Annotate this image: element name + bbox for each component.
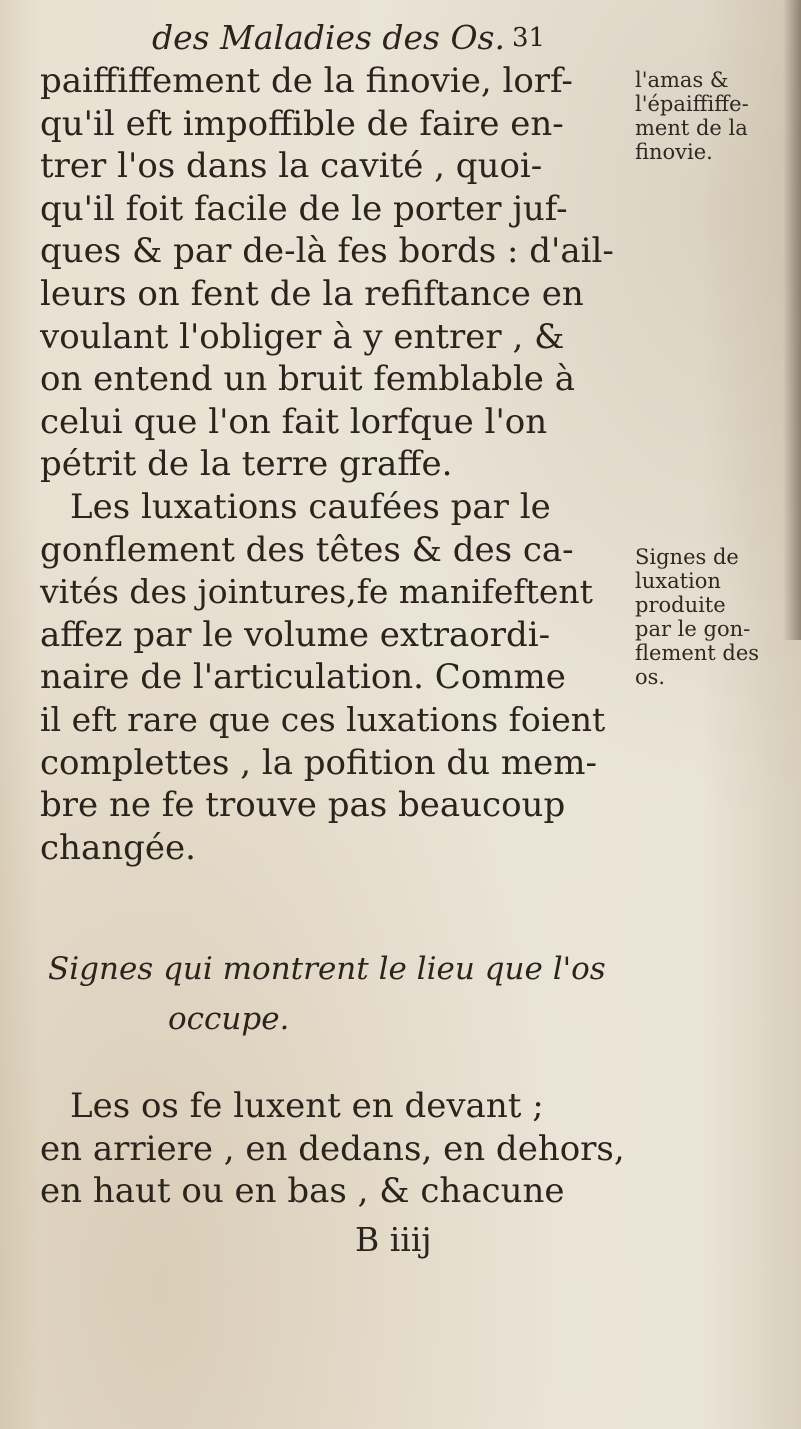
text-line: Les luxations caufées par le bbox=[70, 486, 551, 527]
marginal-note-line: l'amas & bbox=[635, 68, 729, 92]
marginal-note bbox=[635, 545, 785, 689]
text-line: paiffiffement de la finovie, lorf- bbox=[40, 61, 573, 101]
text-line: il eft rare que ces luxations foient bbox=[40, 699, 606, 739]
marginal-note-line: Signes de bbox=[635, 545, 739, 569]
text-line: bre ne fe trouve pas beaucoup bbox=[40, 785, 566, 826]
text-line: gonflement des têtes & des ca- bbox=[40, 529, 574, 570]
marginal-note-line: ment de la bbox=[635, 116, 748, 140]
text-line: naire de l'articulation. Comme bbox=[40, 657, 566, 698]
section-heading-line: Signes qui montrent le lieu que l'os bbox=[48, 951, 606, 987]
text-line: qu'il eft impoffible de faire en- bbox=[40, 103, 564, 144]
text-line: qu'il foit facile de le porter juf- bbox=[40, 188, 568, 229]
marginal-note-line: finovie. bbox=[635, 140, 713, 164]
text-line: complettes , la pofition du mem- bbox=[40, 742, 597, 783]
marginal-note-line: os. bbox=[635, 665, 666, 689]
signature-mark: B iiij bbox=[355, 1220, 432, 1259]
marginal-note-line: produite bbox=[635, 593, 726, 617]
page-edge-shadow bbox=[783, 0, 801, 640]
text-line: on entend un bruit femblable à bbox=[40, 359, 576, 400]
running-head bbox=[152, 14, 552, 62]
main-text-block bbox=[40, 60, 620, 869]
marginal-note-line: l'épaiffiffe- bbox=[635, 92, 749, 116]
main-text-block-continued bbox=[40, 1085, 625, 1213]
text-line: Les os fe luxent en devant ; bbox=[70, 1086, 544, 1126]
text-line: en arriere , en dedans, en dehors, bbox=[40, 1128, 625, 1169]
text-line: affez par le volume extraordi- bbox=[40, 614, 551, 655]
text-line: ques & par de-là fes bords : d'ail- bbox=[40, 231, 614, 272]
text-line: changée. bbox=[40, 827, 196, 868]
text-line: trer l'os dans la cavité , quoi- bbox=[40, 146, 543, 187]
page-number: 31 bbox=[512, 23, 546, 53]
text-line: en haut ou en bas , & chacune bbox=[40, 1171, 565, 1212]
running-head-title: des Maladies des Os. bbox=[152, 18, 505, 57]
section-heading bbox=[48, 944, 648, 1044]
section-heading-line: occupe. bbox=[168, 1001, 290, 1037]
marginal-note-line: par le gon- bbox=[635, 617, 751, 641]
marginal-note-line: flement des bbox=[635, 641, 760, 665]
marginal-note-line: luxation bbox=[635, 569, 721, 593]
text-line: leurs on fent de la refiftance en bbox=[40, 273, 584, 314]
marginal-note bbox=[635, 68, 785, 164]
text-line: celui que l'on fait lorfque l'on bbox=[40, 401, 548, 442]
text-line: voulant l'obliger à y entrer , & bbox=[40, 316, 565, 357]
text-line: pétrit de la terre graffe. bbox=[40, 444, 453, 485]
text-line: vités des jointures,fe manifeftent bbox=[40, 572, 593, 612]
